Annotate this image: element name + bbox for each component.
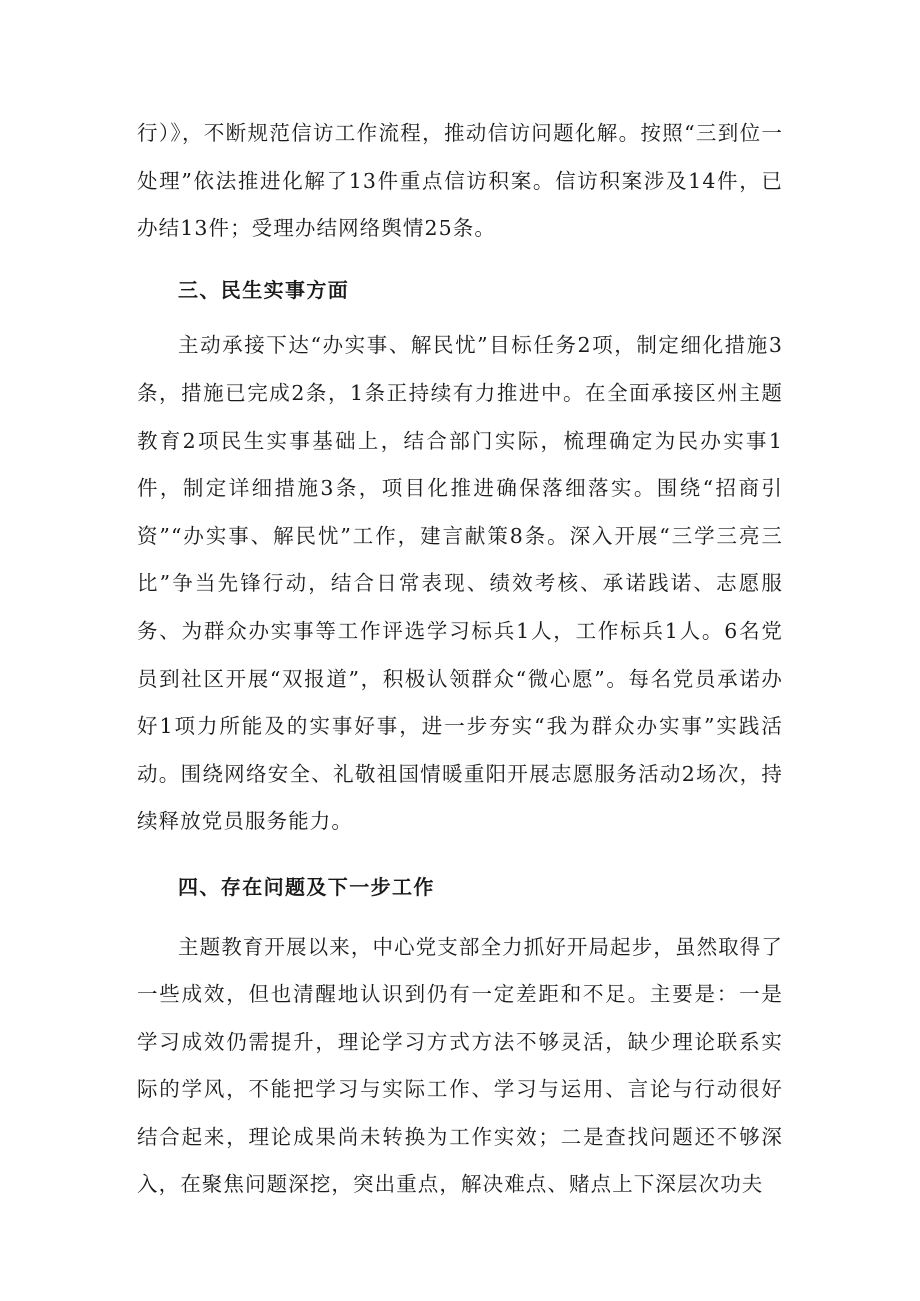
paragraph-problems: 主题教育开展以来，中心党支部全力抓好开局起步，虽然取得了一些成效，但也清醒地认识到仍有一定差距和不足。主要是：一是学习成效仍需提升，理论学习方式方法不够灵活，缺少理论联系实际的学风，不能把学习与实际工作、学习与运用、言论与行动很好结合起来，理论成果尚未转换为工作实效；二是查找问题还不够深入，在聚焦问题深挖，突出重点，解决难点、赌点上下深层次功夫 bbox=[137, 934, 783, 1197]
paragraph-continuation: 行）》，不断规范信访工作流程，推动信访问题化解。按照“三到位一处理”依法推进化解了13件重点信访积案。信访积案涉及14件，已办结13件；受理办结网络舆情25条。 bbox=[137, 121, 783, 241]
document-body bbox=[137, 110, 783, 1209]
section-heading-problems: 四、存在问题及下一步工作 bbox=[178, 874, 435, 899]
paragraph-livelihood: 主动承接下达“办实事、解民忧”目标任务2项，制定细化措施3条，措施已完成2条，1条正持续有力推进中。在全面承接区州主题教育2项民生实事基础上，结合部门实际，梳理确定为民办实事1件，制定详细措施3条，项目化推进确保落细落实。围绕“招商引资”“办实事、解民忧”工作，建言献策8条。深入开展“三学三亮三比”争当先锋行动，结合日常表现、绩效考核、承诺践诺、志愿服务、为群众办实事等工作评选学习标兵1人，工作标兵1人。6名党员到社区开展“双报道”，积极认领群众“微心愿”。每名党员承诺办好1项力所能及的实事好事，进一步夯实“我为群众办实事”实践活动。围绕网络安全、礼敬祖国情暖重阳开展志愿服务活动2场次，持续释放党员服务能力。 bbox=[137, 333, 783, 834]
section-heading-livelihood: 三、民生实事方面 bbox=[178, 277, 350, 302]
